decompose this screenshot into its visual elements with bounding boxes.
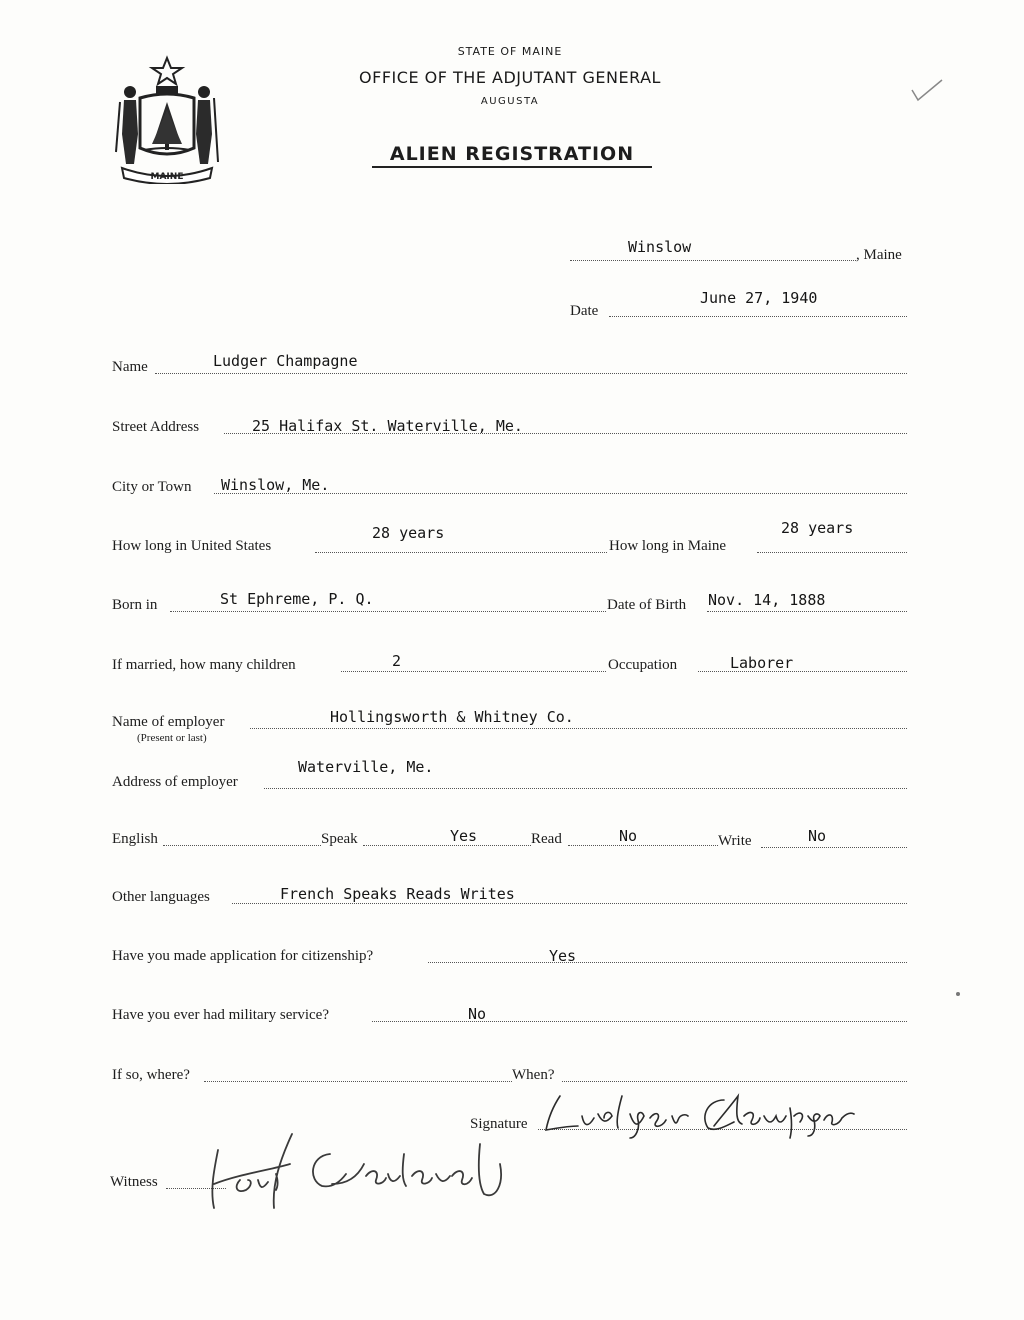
dob-label: Date of Birth (607, 597, 687, 613)
us-years-value: 28 years (372, 524, 445, 542)
military-line (372, 1021, 907, 1022)
other-languages-value: French Speaks Reads Writes (280, 885, 515, 903)
street-label: Street Address (112, 419, 200, 435)
witness-label: Witness (110, 1174, 158, 1190)
maine-years-line (757, 552, 907, 553)
citizenship-line (428, 962, 907, 963)
born-value: St Ephreme, P. Q. (220, 590, 374, 608)
witness-signature (180, 1124, 520, 1224)
employer-note: (Present or last) (137, 732, 207, 744)
seal-text: MAINE (150, 172, 184, 182)
name-value: Ludger Champagne (213, 352, 358, 370)
born-line (170, 611, 606, 612)
occupation-label: Occupation (608, 657, 678, 673)
date-line (609, 316, 907, 317)
write-value: No (808, 827, 827, 845)
employer-address-line (264, 788, 907, 789)
children-label: If married, how many children (112, 657, 296, 673)
speak-line (363, 845, 531, 846)
employer-label: Name of employer (112, 714, 225, 730)
military-label: Have you ever had military service? (112, 1007, 329, 1023)
maine-years-label: How long in Maine (609, 538, 727, 554)
town-value: Winslow (628, 238, 692, 256)
employer-address-value: Waterville, Me. (298, 758, 434, 776)
date-label: Date (570, 303, 599, 319)
occupation-value: Laborer (730, 654, 794, 672)
name-line (155, 373, 907, 374)
born-label: Born in (112, 597, 158, 613)
city-value: Winslow, Me. (221, 476, 330, 494)
dob-value: Nov. 14, 1888 (708, 591, 826, 609)
street-value: 25 Halifax St. Waterville, Me. (252, 417, 523, 435)
name-label: Name (112, 359, 148, 375)
other-languages-line (232, 903, 907, 904)
form-title: ALIEN REGISTRATION (372, 143, 652, 168)
us-years-label: How long in United States (112, 538, 272, 554)
military-value: No (468, 1005, 487, 1023)
employer-value: Hollingsworth & Whitney Co. (330, 708, 574, 726)
maine-years-value: 28 years (781, 519, 854, 537)
where-line (204, 1081, 512, 1082)
read-line (568, 845, 718, 846)
when-line (562, 1081, 907, 1082)
write-label: Write (718, 833, 752, 849)
signature-label: Signature (470, 1116, 528, 1132)
city-label: City or Town (112, 479, 192, 495)
header-state: STATE OF MAINE (457, 45, 563, 58)
applicant-signature (538, 1086, 858, 1142)
employer-line (250, 728, 907, 729)
children-line (341, 671, 606, 672)
employer-address-label: Address of employer (112, 774, 238, 790)
other-languages-label: Other languages (112, 889, 210, 905)
header-office: OFFICE OF THE ADJUTANT GENERAL (359, 68, 661, 87)
dob-line (707, 611, 907, 612)
town-line (570, 260, 856, 261)
english-line (163, 845, 321, 846)
children-value: 2 (392, 652, 402, 670)
citizenship-value: Yes (549, 947, 577, 965)
write-line (761, 847, 907, 848)
read-value: No (619, 827, 638, 845)
when-label: When? (512, 1067, 555, 1083)
maine-label: , Maine (856, 247, 902, 263)
citizenship-label: Have you made application for citizenship? (112, 948, 374, 964)
check-mark-icon (910, 78, 944, 104)
speak-label: Speak (321, 831, 358, 847)
us-years-line (315, 552, 607, 553)
paper-speck (956, 992, 960, 996)
english-label: English (112, 831, 158, 847)
header-city: AUGUSTA (480, 96, 540, 107)
where-label: If so, where? (112, 1067, 190, 1083)
date-value: June 27, 1940 (700, 289, 818, 307)
read-label: Read (531, 831, 562, 847)
speak-value: Yes (450, 827, 478, 845)
